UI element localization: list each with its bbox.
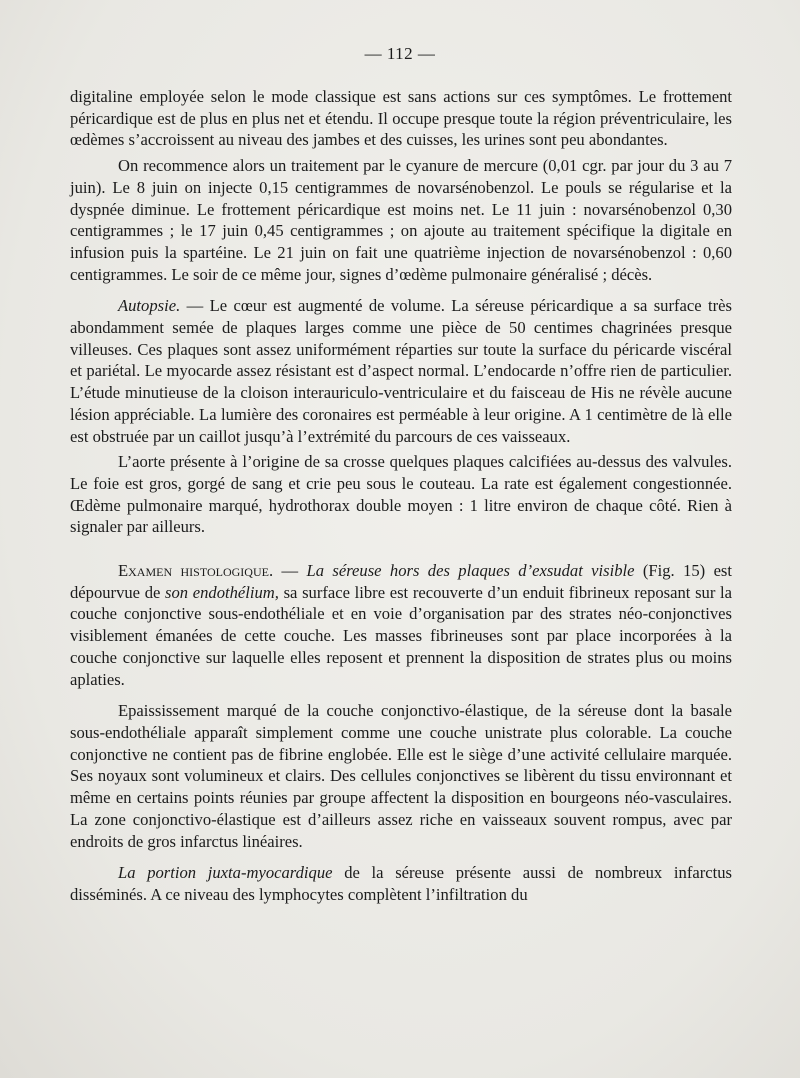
histology-italic-endothelium: son endothélium,: [165, 582, 279, 602]
paragraph-thickening: Epaississement marqué de la couche conjonctivo-élastique, de la séreuse dont la basale sous-endothéliale apparaît simplement comme une couche unistrate plus colorable. La couche conjonctive ne contient pas de fibrine englobée. Elle est le siège d’une activité cellulaire marquée. Ses noyaux sont volumineux et clairs. Des cellules conjonctives se libèrent du tissu environnant et même en certains points réunies par groupe affectent la disposition en bourgeons néo-vasculaires. La zone conjonctivo-élastique est d’ailleurs assez riche en vaisseaux souvent rompus, avec par endroits de gros infarctus linéaires.: [70, 701, 732, 851]
autopsy-text: — Le cœur est augmenté de volume. La séreuse péricardique a sa surface très abondamment semée de plaques larges comme une pièce de 50 centimes chagrinées presque villeuses. Ces plaques sont assez uniformément réparties sur toute la surface du péricarde viscéral et pariétal. Le myocarde assez résistant est d’aspect normal. L’endocarde n’offre rien de particulier. L’étude minutieuse de la cloison interauriculo-ventriculaire et du faisceau de His ne révèle aucune lésion appréciable. La lumière des coronaires est perméable à leur origine. A 1 centimètre de là elle est obstruée par un caillot jusqu’à l’extrémité du parcours de ces vaisseaux.: [70, 296, 732, 446]
page-number: — 112 —: [364, 44, 436, 63]
histology-text-1: (Fig. 15) est dépourvue de: [70, 561, 732, 602]
paragraph-histology: [70, 560, 732, 690]
paragraph-autopsy: [70, 295, 732, 447]
histology-italic-serous: La séreuse hors des plaques d’exsudat visible: [306, 561, 635, 581]
paragraph-digitaline: digitaline employée selon le mode classique est sans actions sur ces symptômes. Le frottement péricardique est de plus en plus net et étendu. Il occupe presque toute la région préventriculaire, les œdèmes s’accroissent au niveau des jambes et des cuisses, les urines sont peu abondantes.: [70, 87, 732, 150]
paragraph-treatment: On recommence alors un traitement par le cyanure de mercure (0,01 cgr. par jour du 3 au 7 juin). Le 8 juin on injecte 0,15 centigrammes de novarsénobenzol. Le pouls se régularise et la dyspnée diminue. Le frottement péricardique est moins net. Le 11 juin : novarsénobenzol 0,30 centigrammes ; le 17 juin 0,45 centigrammes ; on ajoute au traitement spécifique la digitale en infusion puis la spartéine. Le 21 juin on fait une quatrième injection de novarsénobenzol : 0,60 centigrammes. Le soir de ce même jour, signes d’œdème pulmonaire généralisé ; décès.: [70, 156, 732, 284]
histology-dash: —: [273, 561, 307, 581]
histology-heading: Examen histologique.: [118, 561, 274, 581]
body-text: [70, 86, 732, 906]
paragraph-aorta: L’aorte présente à l’origine de sa crosse quelques plaques calcifiées au-dessus des valvules. Le foie est gros, gorgé de sang et crie peu sous le couteau. La rate est également congestionnée. Œdème pulmonaire marqué, hydrothorax double moyen : 1 litre environ de chaque côté. Rien à signaler par ailleurs.: [70, 452, 732, 537]
autopsy-heading: Autopsie.: [118, 296, 181, 316]
juxta-heading: La portion juxta-myocardique: [118, 863, 333, 883]
paragraph-juxta-myocardial: [70, 862, 732, 905]
juxta-text: de la séreuse présente aussi de nombreux infarctus disséminés. A ce niveau des lymphocytes complètent l’infiltration du: [70, 863, 732, 904]
histology-text-2: sa surface libre est recouverte d’un enduit fibrineux reposant sur la couche conjonctive sous-endothéliale et en voie d’organisation par des strates néo-conjonctives visiblement émanées de cette couche. Les masses fibrineuses sont par place incorporées à la couche conjonctive sur laquelle elles reposent et prennent la disposition de strates plus ou moins aplaties.: [70, 582, 732, 689]
